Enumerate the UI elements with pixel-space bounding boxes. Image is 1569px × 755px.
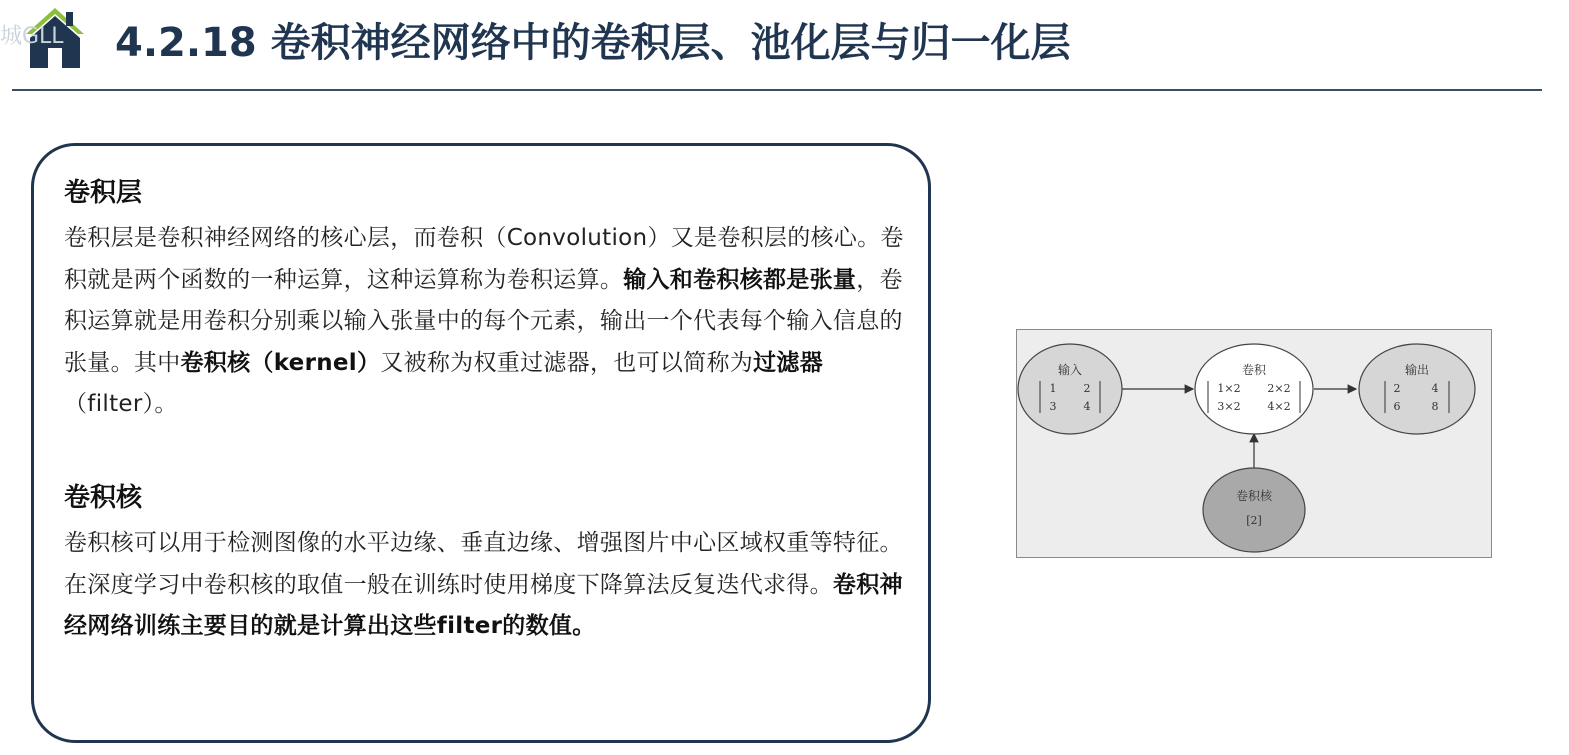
text-run: （filter）。 [64,391,178,417]
header-divider [12,89,1542,91]
output-cell: 8 [1431,400,1439,413]
output-node [1359,344,1475,434]
section-text-kernel [64,523,909,648]
bold-run: 过滤器 [753,349,823,376]
page-title: 4.2.18 卷积神经网络中的卷积层、池化层与归一化层 [115,20,1071,66]
watermark-text: 城GLL [0,24,64,49]
bold-run: 输入和卷积核都是张量 [623,266,857,293]
conv-node [1195,344,1313,434]
text-run: 又被称为权重过滤器，也可以简称为 [380,349,754,376]
input-cell: 3 [1049,400,1057,413]
conv-cell: 1×2 [1217,382,1241,395]
input-cell: 2 [1083,382,1091,395]
conv-cell: 2×2 [1267,382,1291,395]
input-node-label: 输入 [1057,363,1083,377]
text-run: 卷积核可以用于检测图像的水平边缘、垂直边缘、增强图片中心区域权重等特征。在深度学习中卷积核的取值一般在训练时使用梯度下降算法反复迭代求得。 [64,530,903,598]
text-run: 卷积层是卷积神经网络的核心层，而卷积（Convolution）又是卷积层的核心。卷积就是两个函数的一种运算，这种运算称为卷积运算。 [64,225,904,293]
output-cell: 4 [1431,382,1439,395]
section-title-conv-layer: 卷积层 [64,178,143,208]
output-cell: 6 [1393,400,1401,413]
output-cell: 2 [1393,382,1401,395]
input-cell: 4 [1083,400,1091,413]
conv-cell: 4×2 [1267,400,1291,413]
bold-run: 卷积核（kernel） [180,349,381,376]
section-text-conv-layer [64,218,909,426]
conv-node-label: 卷积 [1241,363,1267,377]
section-title-kernel: 卷积核 [64,483,143,513]
input-cell: 1 [1049,382,1057,395]
output-node-label: 输出 [1404,363,1430,377]
kernel-node-label: 卷积核 [1235,489,1273,503]
slide-header [0,0,1569,92]
text-run: ，卷积运算就是用卷积分别乘以输入张量中的每个元素，输出一个代表每个输入信息的张量。其中 [64,266,903,376]
input-node [1018,344,1122,434]
kernel-node-value: [2] [1246,514,1262,527]
bold-run: 卷积神经网络训练主要目的就是计算出这些filter的数值。 [64,571,903,639]
convolution-diagram [1016,329,1492,558]
kernel-node [1203,468,1305,552]
conv-cell: 3×2 [1217,400,1241,413]
